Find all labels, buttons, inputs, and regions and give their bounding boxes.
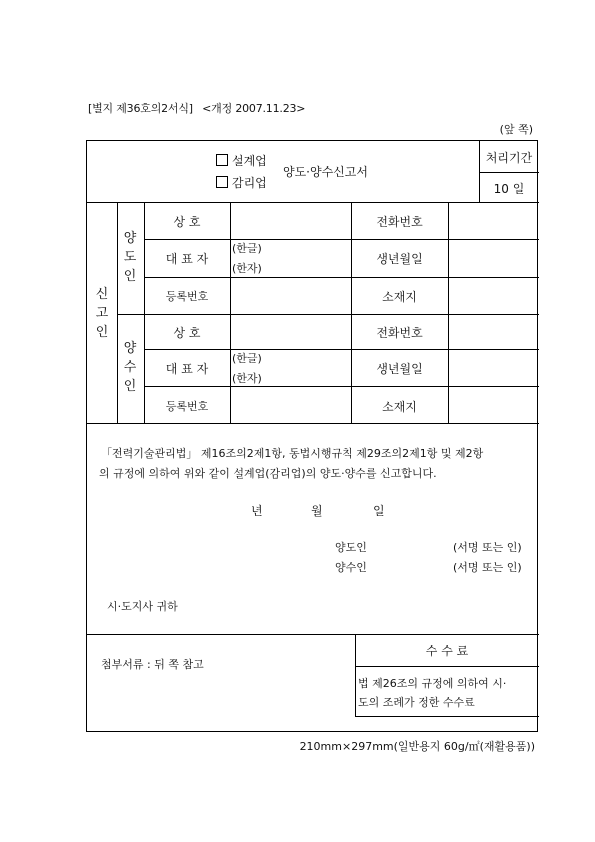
report-form — [86, 140, 538, 732]
design-checkbox[interactable] — [216, 154, 228, 166]
transferee-hanja-name: (한자) — [232, 372, 262, 385]
form-header — [88, 100, 311, 116]
transferor-reg-label: 등록번호 — [165, 290, 209, 303]
transferee-representative-label: 대 표 자 — [165, 362, 209, 376]
row-rule — [117, 314, 539, 315]
attachments-note: 첨부서류 : 뒤 쪽 참고 — [101, 658, 204, 671]
row-rule — [144, 239, 539, 240]
option-design[interactable]: 설계업 — [216, 152, 267, 169]
fee-label: 수 수 료 — [425, 644, 469, 658]
option-supervision[interactable]: 감리업 — [216, 174, 267, 191]
transferee-signature: (서명 또는 인) — [453, 561, 522, 574]
paper-spec: 210mm×297mm(일반용지 60g/㎡(재활용품)) — [299, 740, 535, 753]
transferor-birth-label: 생년월일 — [376, 252, 423, 266]
processing-value: 10 일 — [493, 182, 525, 196]
transferee-sign-label: 양수인 — [335, 561, 367, 574]
row-rule — [144, 386, 539, 387]
transferee-location-label: 소재지 — [382, 400, 417, 414]
transferor-trade-name-label: 상 호 — [173, 215, 201, 229]
transferor-representative-label: 대 표 자 — [165, 252, 209, 266]
transferor-signature: (서명 또는 인) — [453, 541, 522, 554]
transferor-sign-label: 양도인 — [335, 541, 367, 554]
processing-divider — [479, 172, 539, 173]
declaration-line-1: 「전력기술관리법」 제16조의2제1항, 동법시행규칙 제29조의2제1항 및 제2항 — [101, 447, 484, 460]
reporter-column-rule — [117, 202, 118, 423]
title-bottom-rule — [87, 202, 539, 203]
fee-line-2: 도의 조례가 정한 수수료 — [358, 696, 475, 709]
reporter-bottom-rule — [87, 423, 539, 424]
transferor-location-label: 소재지 — [382, 290, 417, 304]
transferor-korean-name: (한글) — [232, 242, 262, 255]
revision-note: <개정 2007.11.23> — [202, 102, 306, 115]
fee-line-1: 법 제26조의 규정에 의하여 시· — [358, 677, 507, 690]
row-rule — [144, 277, 539, 278]
transferee-label: 양 수 인 — [123, 341, 137, 394]
value-column-rule — [448, 202, 449, 423]
party-column-rule — [144, 202, 145, 423]
date-month: 월 — [311, 504, 323, 518]
fee-bottom-rule — [355, 716, 539, 717]
front-side-label: (앞 쪽) — [499, 123, 533, 136]
date-day: 일 — [373, 504, 385, 518]
transferor-label: 양 도 인 — [123, 231, 137, 284]
transferee-trade-name-label: 상 호 — [173, 326, 201, 340]
fee-divider — [355, 666, 539, 667]
transferee-korean-name: (한글) — [232, 352, 262, 365]
declaration-line-2: 의 규정에 의하여 위와 같이 설계업(감리업)의 양도·양수를 신고합니다. — [99, 467, 437, 480]
transferor-phone-label: 전화번호 — [376, 215, 423, 229]
processing-label: 처리기간 — [485, 151, 533, 165]
transferee-birth-label: 생년월일 — [376, 362, 423, 376]
declaration-bottom-rule — [87, 634, 539, 635]
row-rule — [144, 349, 539, 350]
label-column-rule — [351, 202, 352, 423]
reporter-label: 신 고 인 — [95, 287, 109, 340]
form-title: 양도·양수신고서 — [283, 165, 368, 179]
addressee: 시·도지사 귀하 — [107, 600, 178, 613]
transferee-phone-label: 전화번호 — [376, 326, 423, 340]
form-reference: [별지 제36호의2서식] — [88, 102, 193, 115]
transferee-reg-label: 등록번호 — [165, 400, 209, 413]
date-year: 년 — [251, 504, 263, 518]
supervision-checkbox[interactable] — [216, 176, 228, 188]
value-column-rule — [230, 202, 231, 423]
transferor-hanja-name: (한자) — [232, 262, 262, 275]
